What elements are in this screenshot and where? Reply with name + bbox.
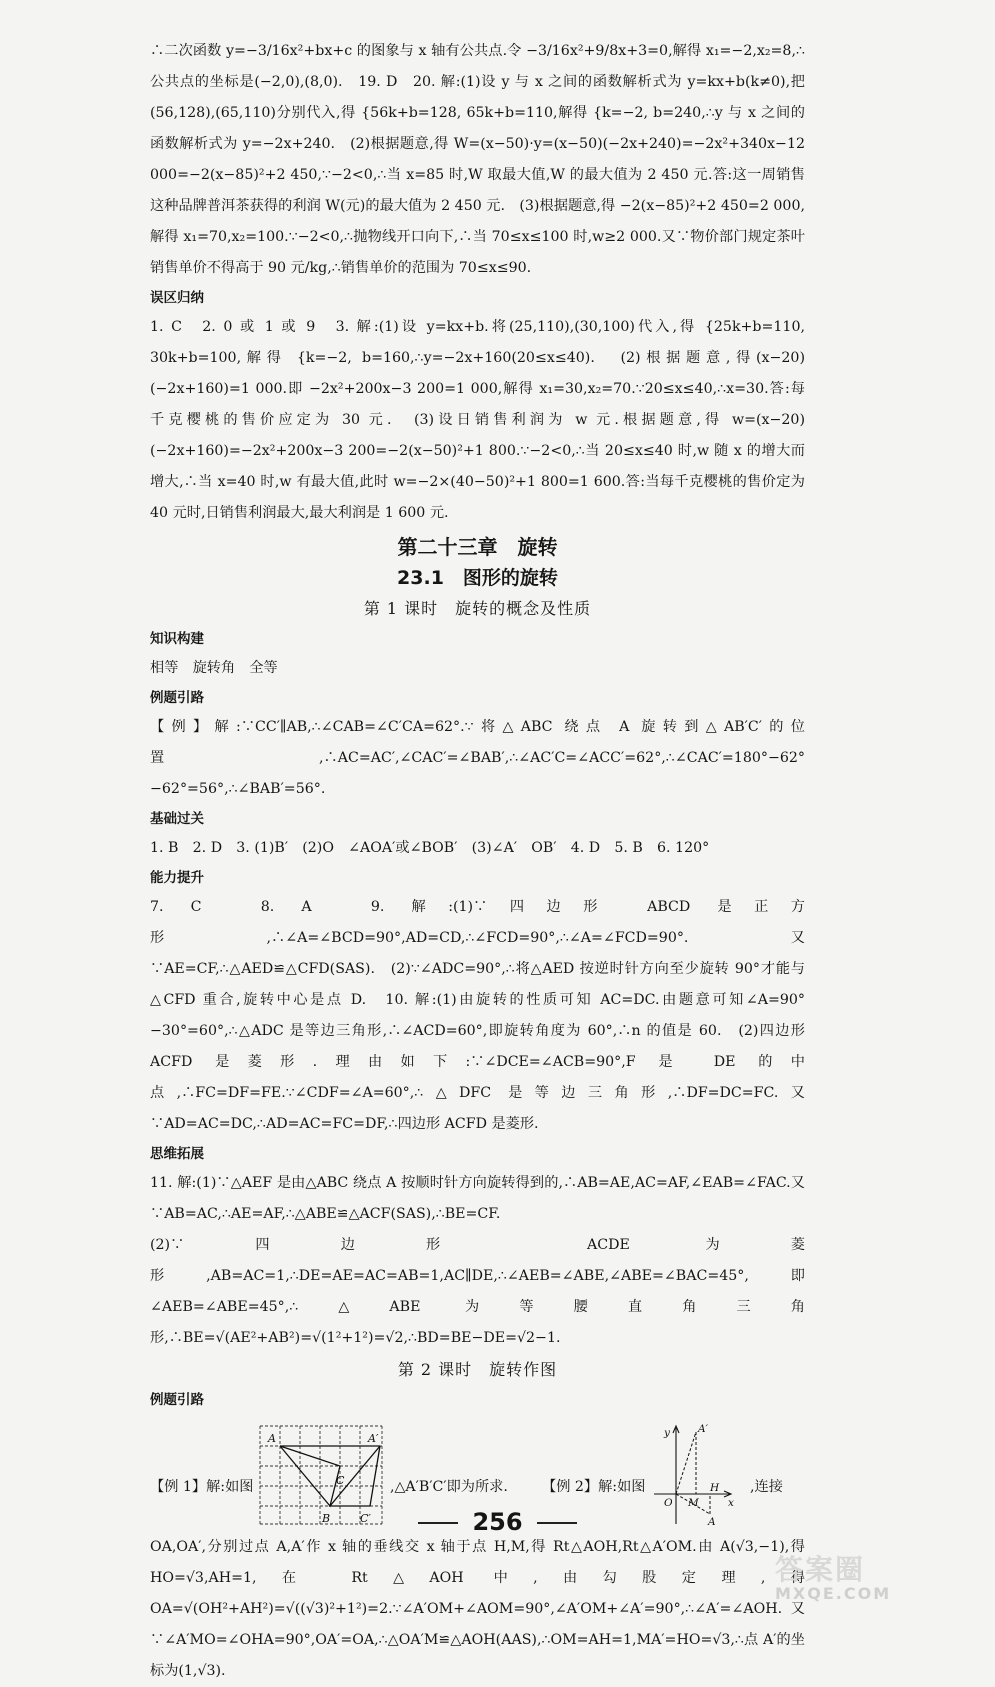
section-title: 23.1 图形的旋转: [397, 567, 558, 589]
fig2-label-H: H: [710, 1482, 720, 1494]
page-number-right-dash: [537, 1522, 577, 1524]
fig1-label-C: C: [336, 1474, 345, 1487]
jichu-answers: 1. B 2. D 3. (1)B′ (2)O ∠AOA′或∠BOB′ (3)∠A′ OB′ 4. D 5. B 6. 120°: [150, 840, 710, 856]
siwei-answer-part1: 11. 解:(1)∵△AEF 是由△ABC 绕点 A 按顺时针方向旋转得到的,∴AB=AE,AC=AF,∠EAB=∠FAC.又∵AB=AC,∴AE=AF,∴△ABE≌△ACF(SAS),∴BE=CF.: [150, 1175, 805, 1222]
example2-prefix: 【例 2】解:如图: [542, 1479, 646, 1495]
fig2-label-O: O: [664, 1497, 673, 1509]
zhishi-answers: 相等 旋转角 全等: [150, 660, 278, 676]
fig1-label-A: A: [268, 1432, 276, 1445]
fig2-label-A: A: [708, 1516, 716, 1528]
example1-prefix: 【例 1】解:如图: [150, 1479, 254, 1495]
page-number-left-dash: [418, 1522, 458, 1524]
answer-text-column: [150, 36, 805, 1687]
nengli-answers: 7. C 8. A 9. 解:(1)∵四边形 ABCD 是正方形,∴∠A=∠BCD=90°,AD=CD,∴∠FCD=90°,∴∠A=∠FCD=90°.又∵AE=CF,∴△AED≌△CFD(SAS). (2)∵∠ADC=90°,∴将△AED 按逆时针方向至少旋转 90°才能与△CFD 重合,旋转中心是点 D. 10. 解:(1)由旋转的性质可知 AC=DC.由题意可知∠A=90°−30°=60°,∴△ADC 是等边三角形,∴∠ACD=60°,即旋转角度为 60°,∴n 的值是 60. (2)四边形 ACFD 是菱形.理由如下:∵∠DCE=∠ACB=90°,F 是 DE 的中点,∴FC=DF=FE.∵∠CDF=∠A=60°,∴△DFC 是等边三角形,∴DF=DC=FC.又∵AD=AC=DC,∴AD=AC=FC=DF,∴四边形 ACFD 是菱形.: [150, 899, 805, 1132]
lesson1-title: 第 1 课时 旋转的概念及性质: [363, 599, 592, 618]
fig2-label-x: x: [728, 1497, 734, 1509]
fig1-label-C-prime: C′: [360, 1512, 371, 1525]
heading-liti2: 例题引路: [150, 1392, 204, 1408]
watermark-url: MXQE.COM: [775, 1584, 892, 1603]
heading-liti: 例题引路: [150, 690, 204, 706]
heading-nengli: 能力提升: [150, 870, 204, 886]
watermark-logo: [775, 1548, 975, 1603]
page-number: [0, 1508, 995, 1536]
lesson2-title: 第 2 课时 旋转作图: [397, 1360, 558, 1379]
watermark-title: 答案圈: [775, 1553, 866, 1586]
example2-answer: OA,OA′,分别过点 A,A′作 x 轴的垂线交 x 轴于点 H,M,得 Rt△AOH,Rt△A′OM.由 A(√3,−1),得 HO=√3,AH=1,在 Rt△AOH 中,由勾股定理,得 OA=√(OH²+AH²)=√((√3)²+1²)=2.∵∠A′OM+∠AOM=90°,∠A′OM+∠A′=90°,∴∠A′=∠AOH.又∵∠A′MO=∠OHA=90°,OA′=OA,∴△OA′M≌△AOH(AAS),∴OM=AH=1,MA′=HO=√3,∴点 A′的坐标为(1,√3).: [150, 1539, 805, 1679]
fig2-label-y: y: [664, 1427, 670, 1439]
heading-zhishi: 知识构建: [150, 631, 204, 647]
fig2-label-A-prime: A′: [698, 1423, 708, 1435]
answer-paragraph-19-20: ∴二次函数 y=−3/16x²+bx+c 的图象与 x 轴有公共点.令 −3/16x²+9/8x+3=0,解得 x₁=−2,x₂=8,∴公共点的坐标是(−2,0),(8,0). 19. D 20. 解:(1)设 y 与 x 之间的函数解析式为 y=kx+b(k≠0),把(56,128),(65,110)分别代入,得 {56k+b=128, 65k+b=110,解得 {k=−2, b=240,∴y 与 x 之间的函数解析式为 y=−2x+240. (2)根据题意,得 W=(x−50)·y=(x−50)(−2x+240)=−2x²+340x−12 000=−2(x−85)²+2 450,∵−2<0,∴当 x=85 时,W 取最大值,W 的最大值为 2 450 元.答:这一周销售这种品牌普洱茶获得的利润 W(元)的最大值为 2 450 元. (3)根据题意,得 −2(x−85)²+2 450=2 000,解得 x₁=70,x₂=100.∵−2<0,∴抛物线开口向下,∴当 70≤x≤100 时,w≥2 000.又∵物价部门规定茶叶销售单价不得高于 90 元/kg,∴销售单价的范围为 70≤x≤90.: [150, 43, 805, 276]
fig1-label-A-prime: A′: [368, 1432, 379, 1445]
fig1-label-B: B: [322, 1512, 331, 1525]
answer-paragraph-wuqu: 1. C 2. 0 或 1 或 9 3. 解:(1)设 y=kx+b.将(25,110),(30,100)代入,得 {25k+b=110, 30k+b=100,解得 {k=−2, b=160,∴y=−2x+160(20≤x≤40). (2)根据题意,得(x−20)(−2x+160)=1 000.即 −2x²+200x−3 200=1 000,解得 x₁=30,x₂=70.∵20≤x≤40,∴x=30.答:每千克樱桃的售价应定为 30 元. (3)设日销售利润为 w 元.根据题意,得 w=(x−20)(−2x+160)=−2x²+200x−3 200=−2(x−50)²+1 800.∵−2<0,∴当 20≤x≤40 时,w 随 x 的增大而增大,∴当 x=40 时,w 有最大值,此时 w=−2×(40−50)²+1 800=1 600.答:当每千克樱桃的售价定为 40 元时,日销售利润最大,最大利润是 1 600 元.: [150, 319, 805, 521]
heading-jichu: 基础过关: [150, 811, 204, 827]
fig2-label-M: M: [688, 1497, 699, 1509]
liti-answer: 【例】解:∵CC′∥AB,∴∠CAB=∠C′CA=62°.∵将△ABC 绕点 A 旋转到△AB′C′的位置,∴AC=AC′,∠CAC′=∠BAB′,∴∠AC′C=∠ACC′=62°,∴∠CAC′=180°−62°−62°=56°,∴∠BAB′=56°.: [150, 719, 805, 797]
heading-wuqu: 误区归纳: [150, 290, 204, 306]
example2-suffix: ,连接: [750, 1479, 783, 1495]
example1-suffix: ,△A′B′C′即为所求.: [390, 1479, 508, 1495]
chapter-title: 第二十三章 旋转: [397, 535, 558, 559]
siwei-answer-part2: (2)∵四边形 ACDE 为菱形,AB=AC=1,∴DE=AE=AC=AB=1,AC∥DE,∴∠AEB=∠ABE,∠ABE=∠BAC=45°,即∠AEB=∠ABE=45°,∴△ABE 为等腰直角三角形,∴BE=√(AE²+AB²)=√(1²+1²)=√2,∴BD=BE−DE=√2−1.: [150, 1237, 805, 1346]
page-number-value: 256: [472, 1508, 523, 1536]
heading-siwei: 思维拓展: [150, 1146, 204, 1162]
